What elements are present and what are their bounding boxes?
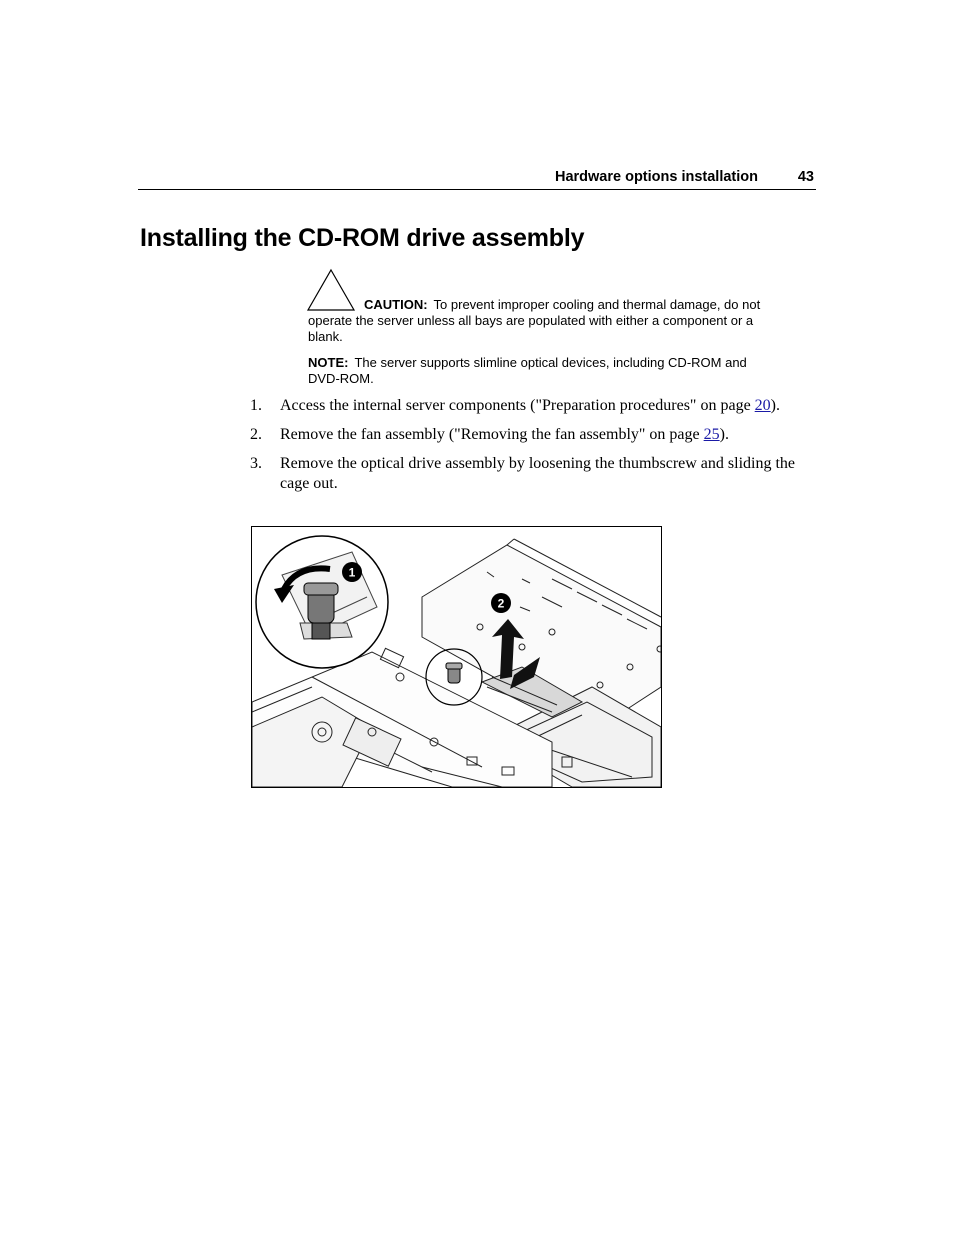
optical-drive-removal-figure: [251, 526, 662, 788]
step-text: Access the internal server components ("Preparation procedures" on page: [280, 397, 755, 414]
step-number: 1.: [250, 397, 262, 414]
step-text-end: ).: [770, 397, 780, 414]
page-25-link[interactable]: 25: [703, 426, 720, 443]
caution-notice: [308, 297, 768, 345]
callout-2-label: 2: [497, 596, 505, 611]
note-label: NOTE:: [308, 355, 349, 370]
step-item: [250, 396, 820, 416]
procedure-steps: [250, 396, 820, 494]
caution-text: To prevent improper cooling and thermal damage, do not operate the server unless all bays are populated with either a component or a blank.: [308, 297, 761, 344]
magnified-inset: [256, 536, 388, 668]
page-title: Installing the CD-ROM drive assembly: [140, 224, 585, 252]
step-number: 3.: [250, 455, 262, 472]
note-notice: [308, 355, 768, 387]
page-20-link[interactable]: 20: [754, 397, 771, 414]
step-number: 2.: [250, 426, 262, 443]
step-item: [250, 425, 820, 445]
callout-2-badge: [491, 593, 511, 613]
server-illustration: [252, 527, 661, 787]
step-text-end: ).: [719, 426, 729, 443]
note-text: The server supports slimline optical devices, including CD-ROM and DVD-ROM.: [308, 355, 747, 386]
page-number: 43: [797, 169, 814, 185]
callout-1-label: 1: [348, 565, 356, 580]
step-text: Remove the optical drive assembly by loosening the thumbscrew and sliding the cage out.: [280, 455, 796, 492]
step-text: Remove the fan assembly ("Removing the fan assembly" on page: [280, 426, 704, 443]
section-title: Hardware options installation: [554, 169, 758, 185]
running-header: [138, 168, 816, 190]
caution-label: CAUTION:: [364, 297, 428, 312]
callout-1-badge: [342, 562, 362, 582]
step-item: [250, 454, 820, 494]
